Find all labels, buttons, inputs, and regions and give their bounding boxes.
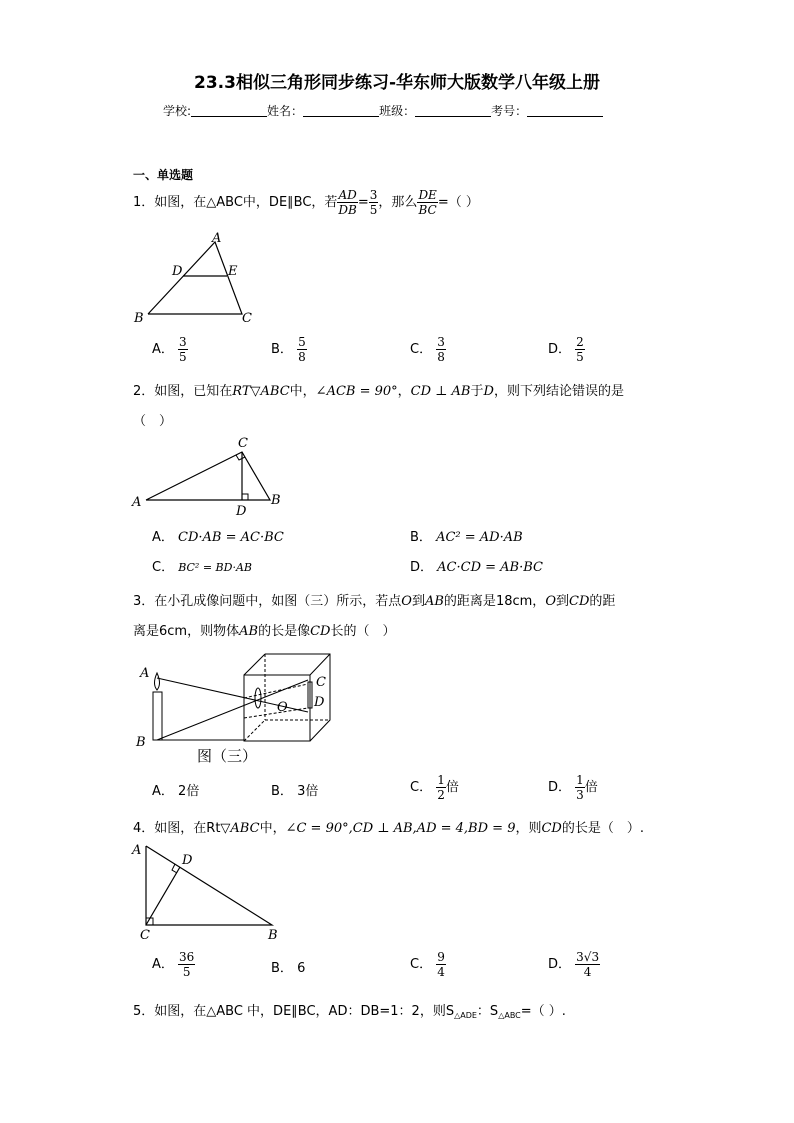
label-b: B — [136, 735, 146, 750]
label-c: C — [242, 311, 252, 326]
figure-caption: 图（三） — [197, 747, 258, 765]
school-blank[interactable] — [191, 104, 267, 117]
label-c: C — [238, 436, 248, 451]
question-5-stem: 5．如图，在△ABC 中，DE∥BC，AD：DB=1：2，则$S_{\triangle ADE}$：$S_{\triangle ABC}=$（ ）. — [133, 1004, 566, 1020]
pinhole — [255, 688, 261, 708]
fraction-ad-db: $\frac{AD}{DB}$ — [338, 188, 357, 217]
page-title: 23.3相似三角形同步练习-华东师大版数学八年级上册 — [194, 73, 600, 93]
fraction-de-bc: $\frac{DE}{BC}$ — [418, 188, 437, 217]
q3-option-d[interactable]: D． $\frac{1}{3}$ 倍 — [548, 773, 598, 802]
section-heading: 一、单选题 — [133, 168, 194, 182]
class-label: 班级： — [379, 104, 416, 118]
q2-option-d[interactable]: D． AC·CD = AB·BC — [410, 560, 543, 575]
q3-option-b[interactable]: B． 3倍 — [271, 784, 319, 799]
school-label: 学校: — [163, 104, 192, 118]
q1-option-c[interactable]: C． $\frac{3}{8}$ — [410, 335, 445, 364]
label-a: A — [140, 666, 150, 681]
question-1-stem: 1．如图，在△ABC中，DE∥BC，若 $\frac{AD}{DB}$ = $\frac{3}{5}$ ，那么 $\frac{DE}{BC}$ =（ ） — [133, 188, 479, 217]
candle-flame — [155, 673, 160, 690]
label-d: D — [182, 853, 193, 868]
label-c: C — [316, 675, 326, 690]
candle-body — [153, 692, 162, 740]
label-a: A — [132, 495, 142, 510]
question-1-figure — [130, 230, 260, 326]
label-e: E — [228, 264, 238, 279]
label-d: D — [236, 504, 247, 516]
question-4-stem: 4．如图，在Rt▽ABC中，∠C = 90°,CD ⊥ AB,AD = 4,BD = 9，则CD的长是（ ）. — [133, 821, 644, 836]
q4-option-c[interactable]: C． $\frac{9}{4}$ — [410, 950, 445, 979]
q1-option-a[interactable]: A． $\frac{3}{5}$ — [152, 335, 187, 364]
label-d: D — [314, 695, 325, 710]
label-a: A — [132, 843, 142, 858]
q3-option-a[interactable]: A． 2倍 — [152, 784, 200, 799]
class-blank[interactable] — [415, 104, 491, 117]
q4-option-a[interactable]: A． $\frac{36}{5}$ — [152, 950, 195, 979]
label-c: C — [140, 928, 150, 943]
q2-option-a[interactable]: A． CD·AB = AC·BC — [152, 530, 284, 545]
label-b: B — [268, 928, 278, 943]
right-angle-mark-d — [242, 494, 248, 500]
triangle-abc — [146, 846, 272, 925]
question-3-stem-line-1: 3．在小孔成像问题中，如图（三）所示，若点O到AB的距离是18cm，O到CD的距 — [133, 594, 616, 609]
altitude-cd — [146, 867, 180, 925]
fraction-3-5: $\frac{3}{5}$ — [369, 188, 378, 217]
triangle-abc — [146, 452, 270, 500]
exam-no-label: 考号： — [491, 104, 528, 118]
label-o: O — [277, 700, 288, 715]
q2-option-b[interactable]: B． AC² = AD·AB — [410, 530, 523, 545]
q1-option-b[interactable]: B． $\frac{5}{8}$ — [271, 335, 306, 364]
q3-option-c[interactable]: C． $\frac{1}{2}$ 倍 — [410, 773, 459, 802]
question-3-figure — [130, 648, 340, 768]
label-b: B — [271, 493, 281, 508]
label-d: D — [172, 264, 183, 279]
question-2-stem: 2．如图，已知在RT▽ABC中，∠ACB = 90°，CD ⊥ AB于D，则下列结论错误的是 — [133, 384, 624, 399]
question-4-figure — [130, 838, 290, 946]
q4-option-d[interactable]: D． $\frac{3√3}{4}$ — [548, 950, 600, 979]
question-2-paren: （ ） — [133, 414, 173, 429]
student-info-line — [163, 102, 603, 119]
exam-no-blank[interactable] — [527, 104, 603, 117]
question-3-stem-line-2: 离是6cm，则物体AB的长是像CD长的（ ） — [133, 624, 396, 639]
name-label: 姓名： — [267, 104, 304, 118]
q2-option-c[interactable]: C． BC² = BD·AB — [152, 560, 252, 575]
label-a: A — [212, 231, 222, 246]
q1-option-d[interactable]: D． $\frac{2}{5}$ — [548, 335, 584, 364]
name-blank[interactable] — [303, 104, 379, 117]
q4-option-b[interactable]: B． 6 — [271, 961, 306, 976]
label-b: B — [134, 311, 144, 326]
question-2-figure — [130, 434, 290, 516]
